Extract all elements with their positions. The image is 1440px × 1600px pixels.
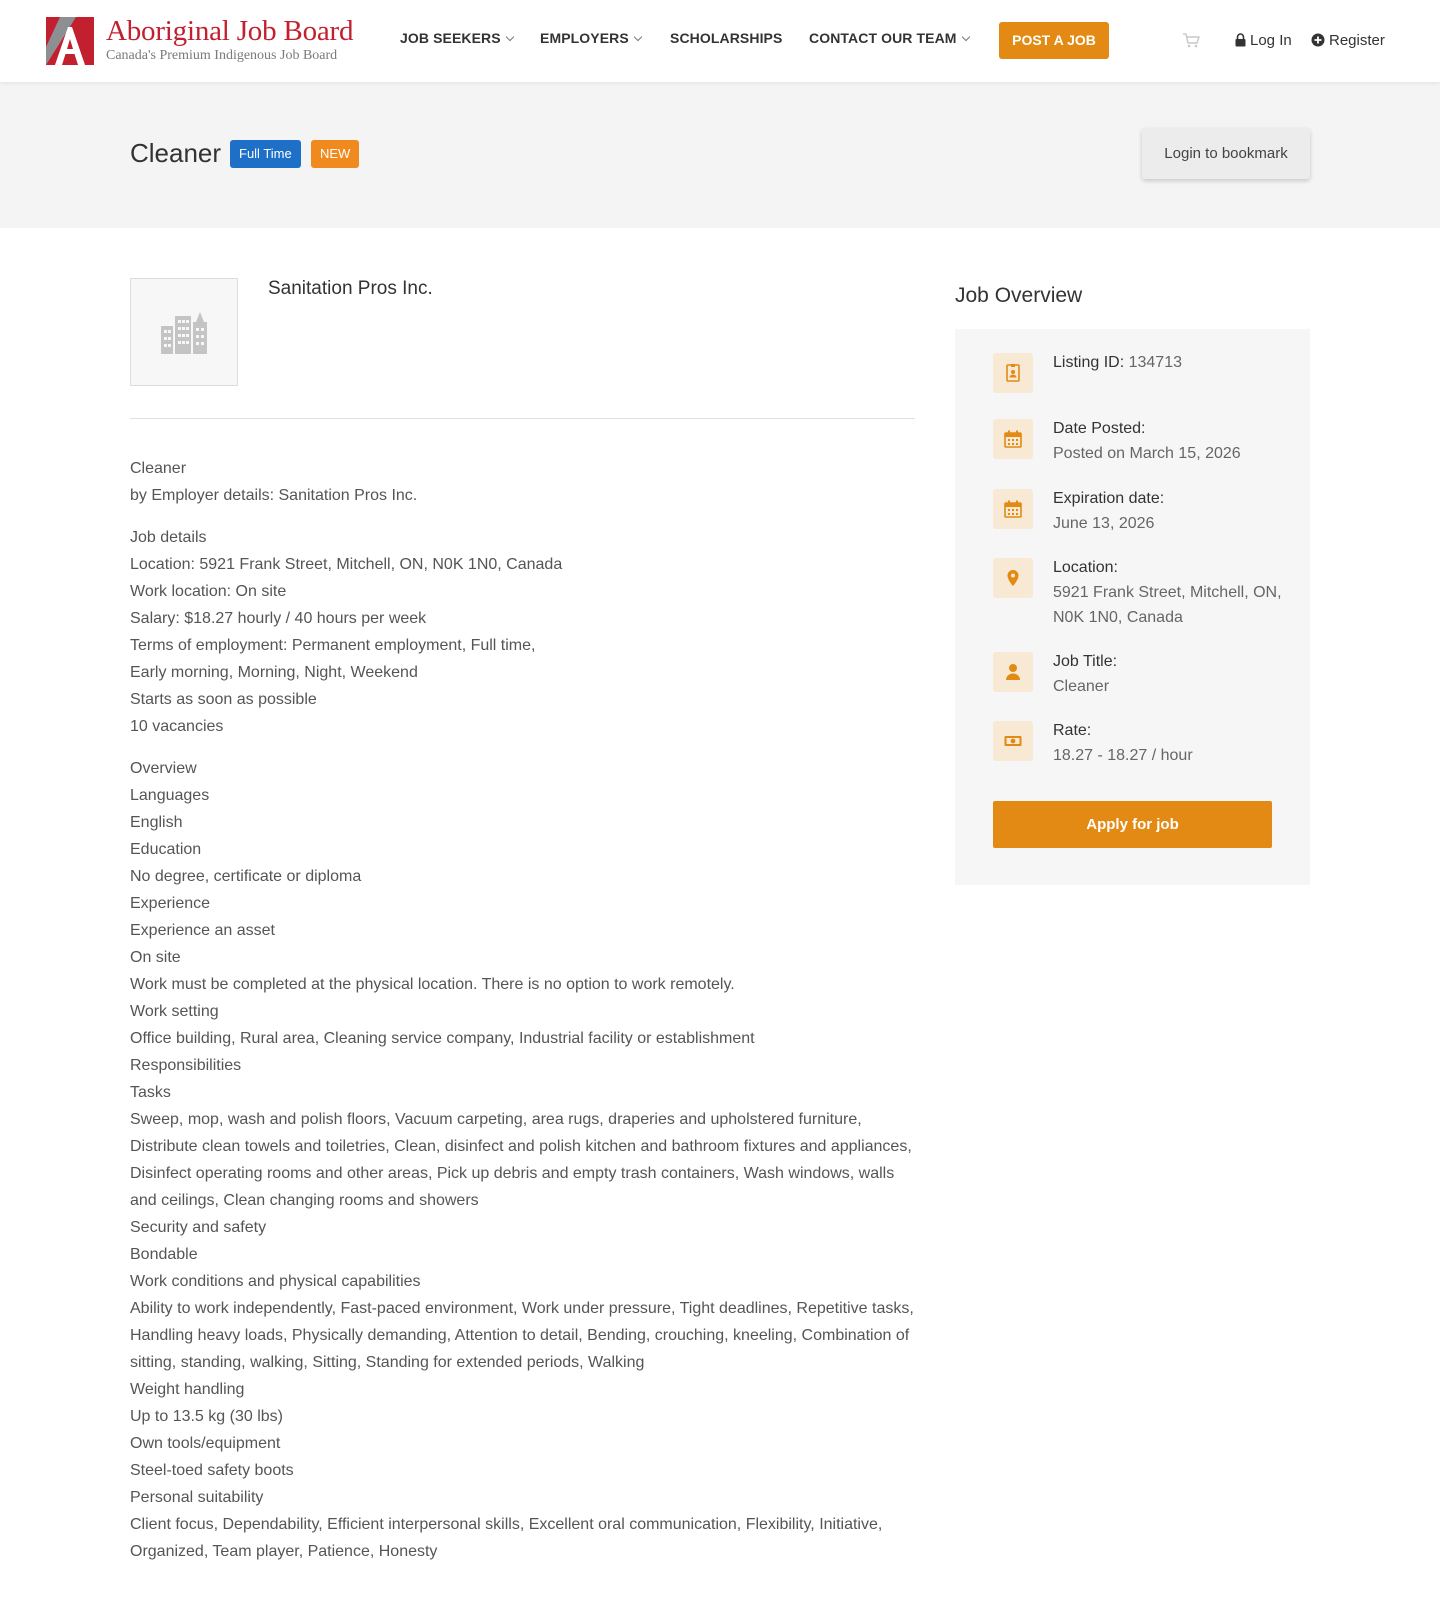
overview-item-text xyxy=(1053,718,1293,768)
new-badge: NEW xyxy=(311,140,359,168)
overview-item-value: 18.27 - 18.27 / hour xyxy=(1053,747,1193,764)
description-line: Own tools/equipment xyxy=(130,1435,281,1452)
description-line: Tasks xyxy=(130,1084,171,1101)
company-logo-placeholder xyxy=(130,278,238,386)
description-line: Starts as soon as possible xyxy=(130,691,317,708)
description-line: Bondable xyxy=(130,1246,198,1263)
description-line: Security and safety xyxy=(130,1219,267,1236)
overview-item-label: Date Posted: xyxy=(1053,420,1146,437)
description-line: Work location: On site xyxy=(130,583,287,600)
description-line: Salary: $18.27 hourly / 40 hours per week xyxy=(130,610,427,627)
description-line: Client focus, Dependability, Efficient interpersonal skills, Excellent oral communication, Flexibility, Initiative, Organized, Team player, Patience, Honesty xyxy=(130,1516,883,1560)
description-line: Experience xyxy=(130,895,211,912)
company-name: Sanitation Pros Inc. xyxy=(268,278,433,299)
money-icon xyxy=(993,721,1033,761)
register-link[interactable] xyxy=(1311,32,1385,49)
job-description xyxy=(130,455,915,1580)
chevron-down-icon xyxy=(505,33,513,41)
lock-icon xyxy=(1235,33,1246,47)
overview-item-text xyxy=(1053,649,1293,699)
description-line: Office building, Rural area, Cleaning service company, Industrial facility or establishment xyxy=(130,1030,755,1047)
overview-item-label: Job Title: xyxy=(1053,653,1118,670)
nav-scholarships-label: SCHOLARSHIPS xyxy=(670,30,783,46)
description-line: Early morning, Morning, Night, Weekend xyxy=(130,664,418,681)
description-line: Experience an asset xyxy=(130,922,275,939)
overview-item-value: Posted on March 15, 2026 xyxy=(1053,445,1241,462)
description-block xyxy=(130,455,915,509)
page-title: Cleaner xyxy=(130,138,222,168)
overview-item-label: Rate: xyxy=(1053,722,1092,739)
description-line: Cleaner xyxy=(130,460,187,477)
description-line: Responsibilities xyxy=(130,1057,242,1074)
description-line: Ability to work independently, Fast-paced environment, Work under pressure, Tight deadlines, Repetitive tasks, Handling heavy loads, Physically demanding, Attention to detail, Bending, crouching, kneeling, Combination of sitting, standing, walking, Sitting, Standing for extended periods, Walking xyxy=(130,1300,914,1371)
description-line: Languages xyxy=(130,787,210,804)
overview-item-label: Location: xyxy=(1053,559,1118,576)
overview-item-text xyxy=(1053,486,1293,536)
calendar-icon xyxy=(993,489,1033,529)
description-line: Work setting xyxy=(130,1003,219,1020)
job-type-badge: Full Time xyxy=(230,140,301,168)
description-line: No degree, certificate or diploma xyxy=(130,868,362,885)
login-to-bookmark-button[interactable]: Login to bookmark xyxy=(1142,128,1310,179)
overview-item-label: Listing ID: xyxy=(1053,354,1125,371)
logo-tagline: Canada's Premium Indigenous Job Board xyxy=(106,48,338,63)
overview-item-value: 134713 xyxy=(1128,354,1182,371)
description-line: Work must be completed at the physical location. There is no option to work remotely. xyxy=(130,976,735,993)
id-card-icon xyxy=(993,353,1033,393)
description-block xyxy=(130,755,915,1565)
description-block xyxy=(130,524,915,740)
overview-item-label: Expiration date: xyxy=(1053,490,1165,507)
description-line: Job details xyxy=(130,529,207,546)
description-line: 10 vacancies xyxy=(130,718,224,735)
logo-mark-icon xyxy=(46,17,94,65)
description-line: Location: 5921 Frank Street, Mitchell, ON, N0K 1N0, Canada xyxy=(130,556,563,573)
nav-contact-label: CONTACT OUR TEAM xyxy=(809,30,957,46)
apply-for-job-button[interactable]: Apply for job xyxy=(993,801,1272,848)
nav-job-seekers[interactable] xyxy=(400,30,513,46)
job-title-band xyxy=(0,82,1440,228)
plus-circle-icon xyxy=(1311,33,1325,47)
section-divider xyxy=(130,418,915,419)
site-header xyxy=(0,0,1440,82)
nav-employers[interactable] xyxy=(540,30,641,46)
description-line: Education xyxy=(130,841,202,858)
description-line: On site xyxy=(130,949,181,966)
description-line: Terms of employment: Permanent employment, Full time, xyxy=(130,637,536,654)
calendar-icon xyxy=(993,419,1033,459)
job-overview-panel xyxy=(955,329,1310,885)
site-logo[interactable] xyxy=(46,17,356,67)
overview-item-value: Cleaner xyxy=(1053,678,1110,695)
description-line: Overview xyxy=(130,760,197,777)
register-label: Register xyxy=(1329,32,1385,49)
description-line: Steel-toed safety boots xyxy=(130,1462,294,1479)
description-line: Sweep, mop, wash and polish floors, Vacuum carpeting, area rugs, draperies and upholstered furniture, Distribute clean towels and toiletries, Clean, disinfect and polish kitchen and bathroom fixtures and appliances, Disinfect operating rooms and other areas, Pick up debris and empty trash containers, Wash windows, walls and ceilings, Clean changing rooms and showers xyxy=(130,1111,912,1209)
description-line: English xyxy=(130,814,183,831)
job-overview-heading: Job Overview xyxy=(955,284,1083,307)
nav-job-seekers-label: JOB SEEKERS xyxy=(400,30,501,46)
description-line: by Employer details: Sanitation Pros Inc. xyxy=(130,487,418,504)
overview-item-text xyxy=(1053,555,1293,630)
description-line: Work conditions and physical capabilities xyxy=(130,1273,421,1290)
overview-item-value: 5921 Frank Street, Mitchell, ON, N0K 1N0, Canada xyxy=(1053,584,1282,626)
chevron-down-icon xyxy=(961,33,969,41)
overview-item-text xyxy=(1053,350,1293,375)
login-label: Log In xyxy=(1250,32,1292,49)
map-pin-icon xyxy=(993,558,1033,598)
chevron-down-icon xyxy=(634,33,642,41)
overview-item-value: June 13, 2026 xyxy=(1053,515,1155,532)
post-a-job-button[interactable]: POST A JOB xyxy=(999,22,1109,59)
description-line: Personal suitability xyxy=(130,1489,264,1506)
logo-title: Aboriginal Job Board xyxy=(106,15,354,47)
description-line: Weight handling xyxy=(130,1381,245,1398)
description-line: Up to 13.5 kg (30 lbs) xyxy=(130,1408,283,1425)
building-icon xyxy=(161,312,209,354)
cart-icon[interactable] xyxy=(1182,32,1200,48)
nav-employers-label: EMPLOYERS xyxy=(540,30,629,46)
overview-item-text xyxy=(1053,416,1293,466)
login-link[interactable] xyxy=(1235,32,1292,49)
nav-scholarships[interactable] xyxy=(670,30,782,46)
user-icon xyxy=(993,652,1033,692)
nav-contact-our-team[interactable] xyxy=(809,30,969,46)
